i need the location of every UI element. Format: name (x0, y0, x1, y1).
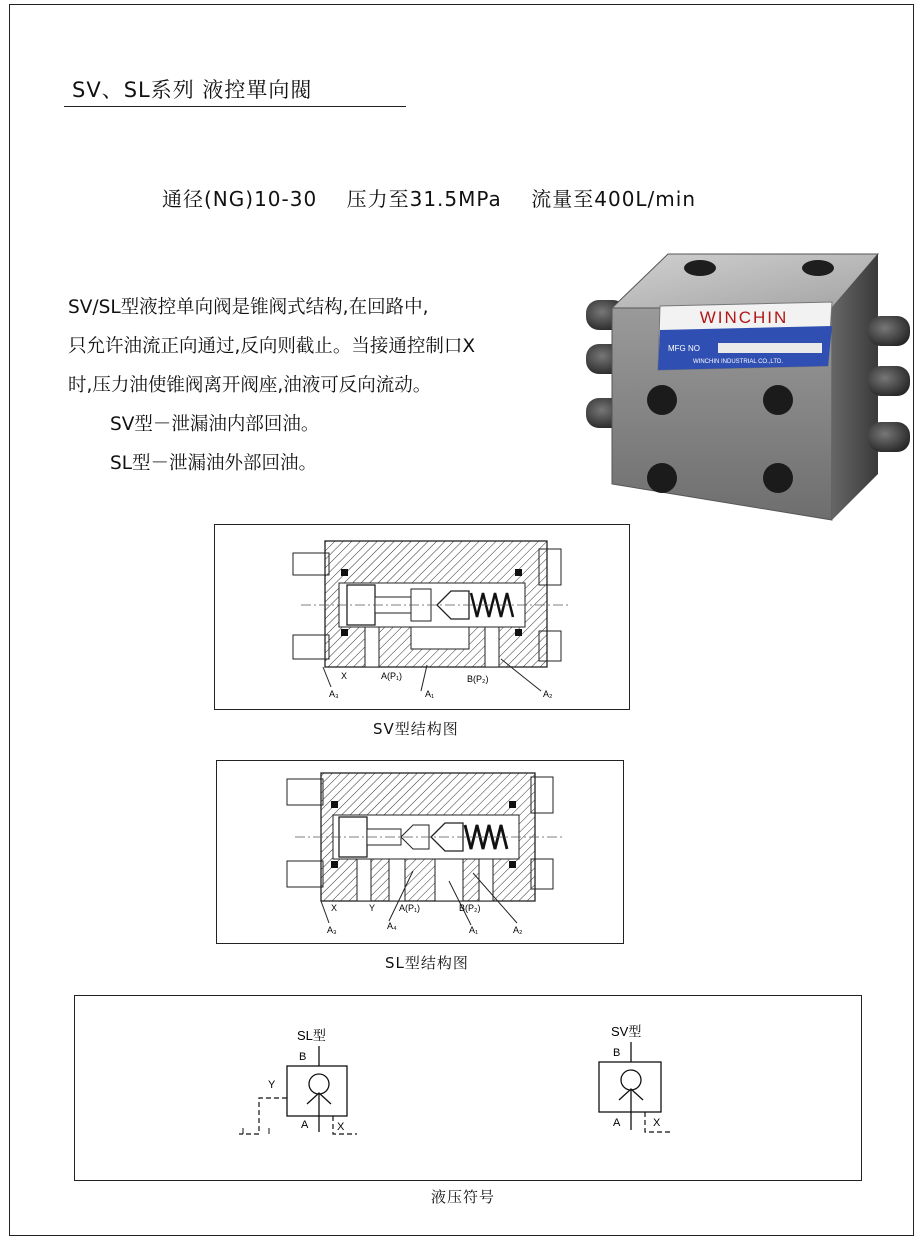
sl-symbol-a: A (301, 1119, 309, 1131)
sl-structure-box (216, 760, 624, 944)
spec-line: 通径(NG)10-30 压力至31.5MPa 流量至400L/min (162, 187, 697, 211)
sv-symbol-x: X (653, 1117, 661, 1129)
symbols-caption: 液压符号 (431, 1188, 496, 1206)
sv-structure-caption: SV型结构图 (373, 720, 459, 738)
product-photo (582, 246, 914, 522)
sv-label-a-p1: A(P₁) (381, 671, 403, 681)
sv-label-x: X (341, 671, 348, 681)
sv-structure-box (214, 524, 630, 710)
brand-name: WINCHIN (699, 308, 789, 327)
description (68, 288, 475, 483)
hydraulic-symbols (75, 996, 863, 1182)
sl-symbol-x: X (337, 1121, 345, 1133)
sv-symbol (599, 1024, 673, 1132)
sl-symbol-y: Y (268, 1079, 276, 1091)
sv-note: SV型－泄漏油内部回油。 (110, 414, 320, 435)
sl-label-a1: A₁ (469, 925, 479, 935)
sv-symbol-a: A (613, 1117, 621, 1129)
sv-label-a3: A₃ (329, 689, 339, 699)
sl-label-x: X (331, 903, 338, 913)
sl-structure-caption: SL型结构图 (385, 954, 469, 972)
symbols-box (74, 995, 862, 1181)
sl-label-a3: A₃ (327, 925, 337, 935)
plate-label: MFG NO (668, 344, 700, 353)
description-line-1: SV/SL型液控单向阀是锥阀式结构,在回路中, (68, 297, 429, 318)
sl-label-a-p1: A(P₁) (399, 903, 421, 913)
sl-symbol-b: B (299, 1051, 307, 1063)
title-underline (64, 106, 406, 107)
sv-label-a1: A₁ (425, 689, 435, 699)
sl-note: SL型－泄漏油外部回油。 (110, 453, 318, 474)
sl-label-a4: A₄ (387, 921, 397, 931)
sv-symbol-title: SV型 (611, 1024, 642, 1039)
sv-symbol-b: B (613, 1047, 621, 1059)
sl-label-b-p2: B(P₂) (459, 903, 481, 913)
sl-label-a2: A₂ (513, 925, 523, 935)
sl-symbol (239, 1028, 357, 1134)
sl-label-y: Y (369, 903, 376, 913)
sv-structure-diagram (215, 525, 631, 711)
plate-company: WINCHIN INDUSTRIAL CO.,LTD. (692, 359, 784, 365)
description-line-2: 只允许油流正向通过,反向则截止。当接通控制口X (68, 336, 476, 357)
sv-label-a2: A₂ (543, 689, 553, 699)
sv-label-b-p2: B(P₂) (467, 674, 489, 684)
sl-structure-diagram (217, 761, 625, 945)
description-line-3: 时,压力油使锥阀离开阀座,油液可反向流动。 (68, 375, 432, 396)
page-title: SV、SL系列 液控單向閥 (72, 78, 313, 102)
sl-symbol-title: SL型 (297, 1028, 326, 1043)
